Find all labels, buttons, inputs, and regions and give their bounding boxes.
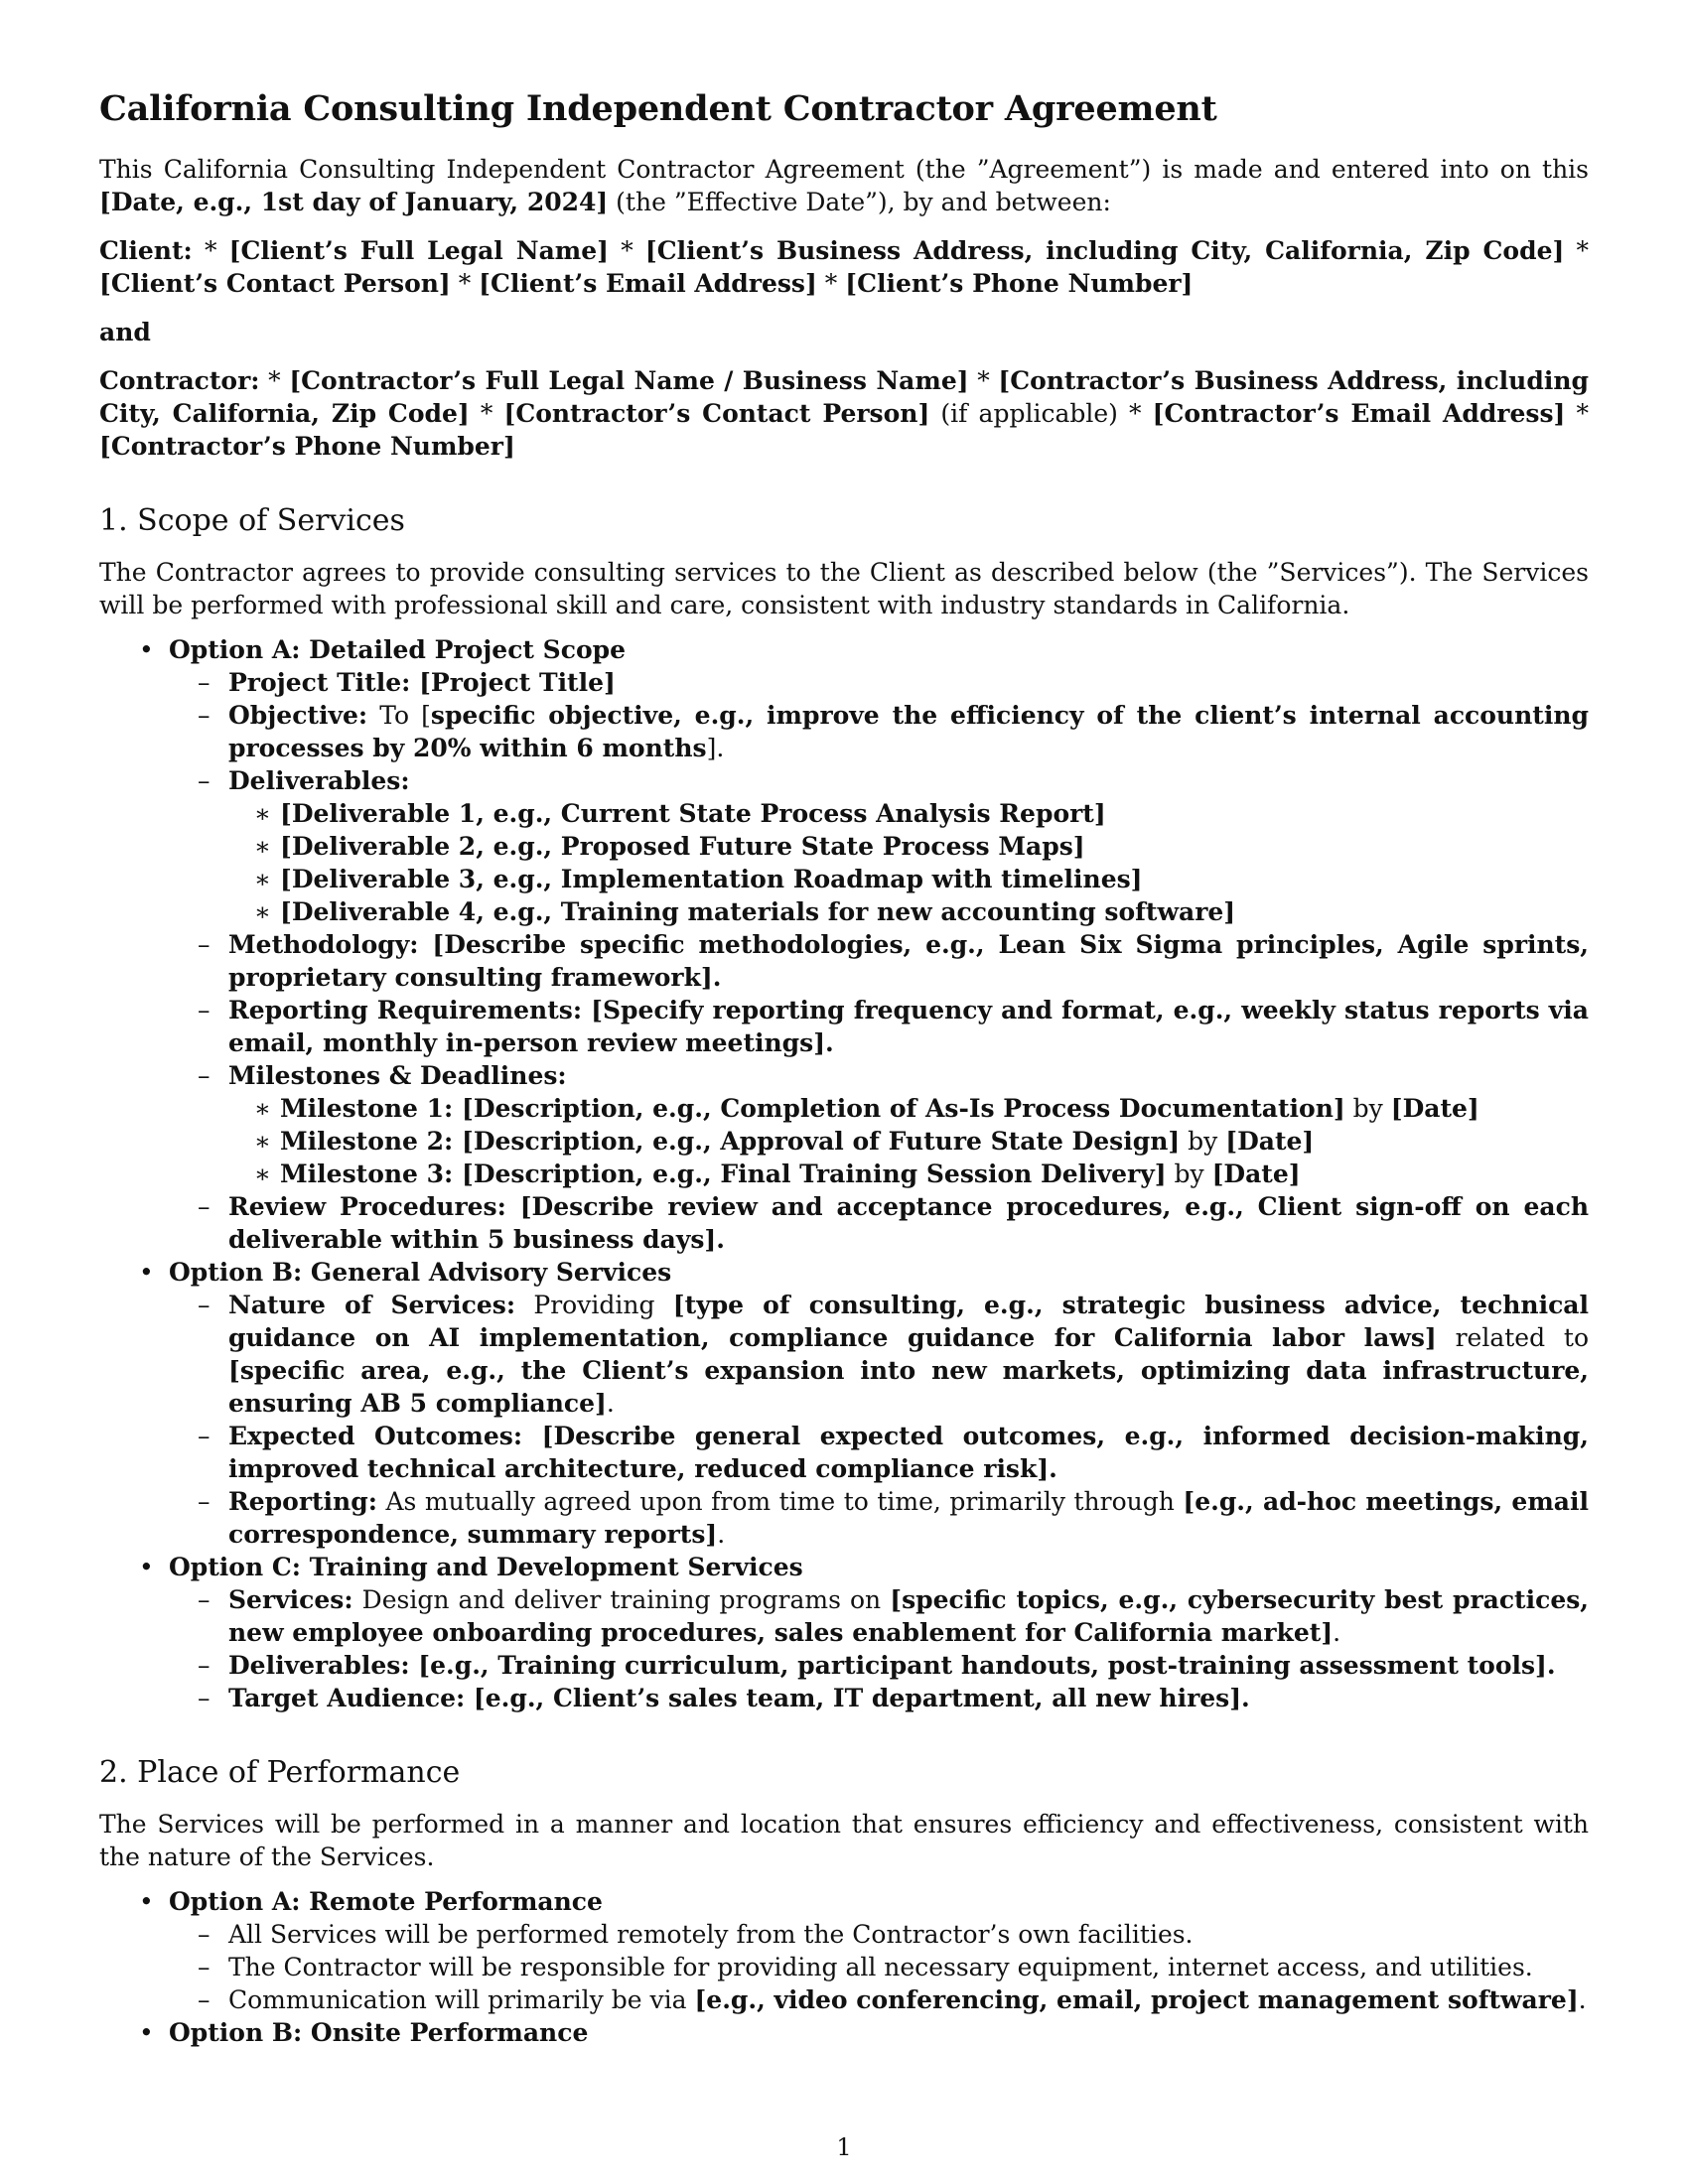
review-label: Review Procedures: bbox=[228, 1192, 506, 1221]
intro-paragraph bbox=[99, 153, 1589, 218]
client-label: Client: bbox=[99, 236, 193, 265]
milestone-date: [Date] bbox=[1390, 1094, 1479, 1123]
milestone-desc: [Description, e.g., Approval of Future State Design] bbox=[453, 1127, 1181, 1156]
deliverable-1: [Deliverable 1, e.g., Current State Process Analysis Report] bbox=[280, 799, 1106, 828]
separator: * bbox=[968, 366, 999, 395]
deliverable-4: [Deliverable 4, e.g., Training materials for new accounting software] bbox=[280, 897, 1236, 926]
milestone-date: [Date] bbox=[1225, 1127, 1315, 1156]
and-text: and bbox=[99, 318, 151, 346]
client-phone-placeholder: [Client’s Phone Number] bbox=[845, 269, 1194, 298]
reporting-value: [e.g., ad-hoc meetings, email correspondence, summary reports] bbox=[228, 1487, 1589, 1549]
list-item bbox=[169, 1289, 1589, 1420]
section-2-paragraph: The Services will be performed in a manner and location that ensures efficiency and effectiveness, consistent with the nature of the Services. bbox=[99, 1810, 1589, 1871]
milestone-label: Milestone 2: bbox=[280, 1127, 454, 1156]
client-name-placeholder: [Client’s Full Legal Name] bbox=[228, 236, 609, 265]
nature-end: . bbox=[606, 1389, 615, 1418]
client-email-placeholder: [Client’s Email Address] bbox=[479, 269, 817, 298]
page-number: 1 bbox=[836, 2133, 852, 2161]
reporting-text: As mutually agreed upon from time to time, primarily through bbox=[376, 1487, 1184, 1516]
list-item bbox=[169, 1583, 1589, 1649]
option-a-item bbox=[99, 633, 1589, 1256]
objective-label: Objective: bbox=[228, 701, 368, 730]
list-item bbox=[228, 1158, 1589, 1190]
contractor-name-placeholder: [Contractor’s Full Legal Name / Business Name] bbox=[289, 366, 969, 395]
nature-type: [type of consulting, e.g., strategic business advice, technical guidance on AI implementation, compliance guidance for California labor laws] bbox=[228, 1291, 1589, 1352]
contractor-block bbox=[99, 364, 1589, 463]
separator: * bbox=[450, 269, 480, 298]
remote-option-sublist bbox=[169, 1918, 1589, 2016]
option-c-title: Option C: Training and Development Services bbox=[169, 1553, 803, 1581]
milestone-desc: [Description, e.g., Completion of As-Is Process Documentation] bbox=[453, 1094, 1345, 1123]
onsite-option-title: Option B: Onsite Performance bbox=[169, 2018, 589, 2047]
deliverable-3: [Deliverable 3, e.g., Implementation Roadmap with timelines] bbox=[280, 865, 1143, 893]
client-contact-placeholder: [Client’s Contact Person] bbox=[99, 269, 451, 298]
document-title: California Consulting Independent Contractor Agreement bbox=[99, 88, 1217, 129]
project-title-label: Project Title: bbox=[228, 668, 411, 697]
list-item bbox=[228, 797, 1589, 830]
list-item bbox=[169, 1649, 1589, 1682]
milestone-by: by bbox=[1166, 1160, 1212, 1188]
nature-text: Providing bbox=[515, 1291, 673, 1319]
nature-area: [specific area, e.g., the Client’s expansion into new markets, optimizing data infrastructure, ensuring AB 5 compliance] bbox=[228, 1356, 1589, 1418]
milestone-label: Milestone 1: bbox=[280, 1094, 454, 1123]
separator: * bbox=[816, 269, 846, 298]
intro-text: This California Consulting Independent Contractor Agreement (the ”Agreement”) is made and entered into on this bbox=[99, 155, 1589, 184]
list-item bbox=[228, 895, 1589, 928]
objective-value: specific objective, e.g., improve the efficiency of the client’s internal accounting processes by 20% within 6 months bbox=[228, 701, 1589, 762]
contractor-contact-placeholder: [Contractor’s Contact Person] bbox=[503, 399, 930, 428]
services-topics: [specific topics, e.g., cybersecurity best practices, new employee onboarding procedures, sales enablement for California market] bbox=[228, 1585, 1589, 1647]
separator: * bbox=[1564, 236, 1590, 265]
services-label: Services: bbox=[228, 1585, 353, 1614]
client-address-placeholder: [Client’s Business Address, including City, California, Zip Code] bbox=[644, 236, 1565, 265]
option-a-title: Option A: Detailed Project Scope bbox=[169, 635, 627, 664]
list-item: – All Services will be performed remotely from the Contractor’s own facilities. bbox=[169, 1918, 1589, 1951]
milestone-label: Milestone 3: bbox=[280, 1160, 454, 1188]
project-title-value: [Project Title] bbox=[410, 668, 616, 697]
nature-text: related to bbox=[1436, 1323, 1589, 1352]
reporting-end: . bbox=[717, 1520, 726, 1549]
list-item bbox=[228, 830, 1589, 863]
methodology-value: [Describe specific methodologies, e.g., Lean Six Sigma principles, Agile sprints, proprietary consulting framework]. bbox=[228, 930, 1589, 992]
outcomes-value: [Describe general expected outcomes, e.g., informed decision-making, improved technical architecture, reduced compliance risk]. bbox=[228, 1422, 1589, 1483]
intro-text-end: (the ”Effective Date”), by and between: bbox=[608, 188, 1111, 216]
audience-label: Target Audience: bbox=[228, 1684, 466, 1712]
section-2-heading: 2. Place of Performance bbox=[99, 1755, 461, 1790]
milestone-date: [Date] bbox=[1211, 1160, 1301, 1188]
separator: * bbox=[609, 236, 645, 265]
section-1-heading: 1. Scope of Services bbox=[99, 503, 405, 538]
separator: * bbox=[259, 366, 290, 395]
option-c-sublist bbox=[169, 1583, 1589, 1714]
list-item bbox=[228, 863, 1589, 895]
list-item bbox=[169, 1420, 1589, 1485]
client-block bbox=[99, 234, 1589, 300]
remote-option-item bbox=[99, 1885, 1589, 2016]
milestone-by: by bbox=[1344, 1094, 1391, 1123]
communication-end: . bbox=[1578, 1985, 1587, 2014]
methodology-label: Methodology: bbox=[228, 930, 419, 959]
list-item: – The Contractor will be responsible for providing all necessary equipment, internet access, and utilities. bbox=[169, 1951, 1589, 1983]
option-c-item bbox=[99, 1551, 1589, 1714]
if-applicable-text: (if applicable) * bbox=[929, 399, 1153, 428]
outcomes-label: Expected Outcomes: bbox=[228, 1422, 523, 1450]
audience-value: [e.g., Client’s sales team, IT department, all new hires]. bbox=[465, 1684, 1250, 1712]
separator: * bbox=[192, 236, 229, 265]
deliverable-2: [Deliverable 2, e.g., Proposed Future State Process Maps] bbox=[280, 832, 1085, 861]
list-item bbox=[228, 1092, 1589, 1125]
place-options-list bbox=[99, 1885, 1589, 2049]
deliverables-label: Deliverables: bbox=[228, 1651, 410, 1680]
separator: * bbox=[1565, 399, 1590, 428]
objective-end: ]. bbox=[706, 734, 725, 762]
remote-option-title: Option A: Remote Performance bbox=[169, 1887, 603, 1916]
list-item bbox=[169, 699, 1589, 764]
reporting-label: Reporting Requirements: bbox=[228, 996, 583, 1024]
deliverables-label: Deliverables: bbox=[228, 766, 410, 795]
services-text: Design and deliver training programs on bbox=[352, 1585, 891, 1614]
communication-text: Communication will primarily be via bbox=[228, 1985, 695, 2014]
nature-label: Nature of Services: bbox=[228, 1291, 516, 1319]
contractor-email-placeholder: [Contractor’s Email Address] bbox=[1152, 399, 1566, 428]
list-item bbox=[169, 928, 1589, 994]
list-item bbox=[228, 1125, 1589, 1158]
option-b-title: Option B: General Advisory Services bbox=[169, 1258, 672, 1287]
effective-date-placeholder: [Date, e.g., 1st day of January, 2024] bbox=[99, 188, 609, 216]
list-item bbox=[169, 1485, 1589, 1551]
reporting-value: [Specify reporting frequency and format, e.g., weekly status reports via email, monthly in-person review meetings]. bbox=[228, 996, 1589, 1057]
onsite-option-item bbox=[99, 2016, 1589, 2049]
reporting-label: Reporting: bbox=[228, 1487, 377, 1516]
separator: * bbox=[469, 399, 504, 428]
review-value: [Describe review and acceptance procedures, e.g., Client sign-off on each deliverable within 5 business days]. bbox=[228, 1192, 1589, 1254]
and-line bbox=[99, 316, 1589, 348]
contractor-label: Contractor: bbox=[99, 366, 260, 395]
milestones-label: Milestones & Deadlines: bbox=[228, 1061, 567, 1090]
milestones-list bbox=[228, 1092, 1589, 1190]
list-item bbox=[169, 1682, 1589, 1714]
document-page bbox=[99, 87, 1589, 2049]
list-item bbox=[169, 994, 1589, 1059]
list-item bbox=[169, 1059, 1589, 1190]
objective-to: To [ bbox=[367, 701, 431, 730]
list-item bbox=[169, 764, 1589, 928]
contractor-address-placeholder: [Contractor’s Business Address, including City, California, Zip Code] bbox=[99, 366, 1589, 428]
milestone-desc: [Description, e.g., Final Training Session Delivery] bbox=[453, 1160, 1167, 1188]
list-item bbox=[169, 1190, 1589, 1256]
deliverables-value: [e.g., Training curriculum, participant handouts, post-training assessment tools]. bbox=[409, 1651, 1556, 1680]
list-item bbox=[169, 1983, 1589, 2016]
milestone-by: by bbox=[1180, 1127, 1226, 1156]
option-b-item bbox=[99, 1256, 1589, 1551]
deliverables-list bbox=[228, 797, 1589, 928]
communication-value: [e.g., video conferencing, email, project management software] bbox=[694, 1985, 1579, 2014]
option-a-sublist bbox=[169, 666, 1589, 1256]
scope-options-list bbox=[99, 633, 1589, 1714]
contractor-phone-placeholder: [Contractor’s Phone Number] bbox=[99, 432, 515, 461]
option-b-sublist bbox=[169, 1289, 1589, 1551]
services-end: . bbox=[1333, 1618, 1341, 1647]
section-1-paragraph: The Contractor agrees to provide consulting services to the Client as described below (the ”Services”). The Services will be performed with professional skill and care, consistent with industry standards in California. bbox=[99, 558, 1589, 619]
list-item bbox=[169, 666, 1589, 699]
